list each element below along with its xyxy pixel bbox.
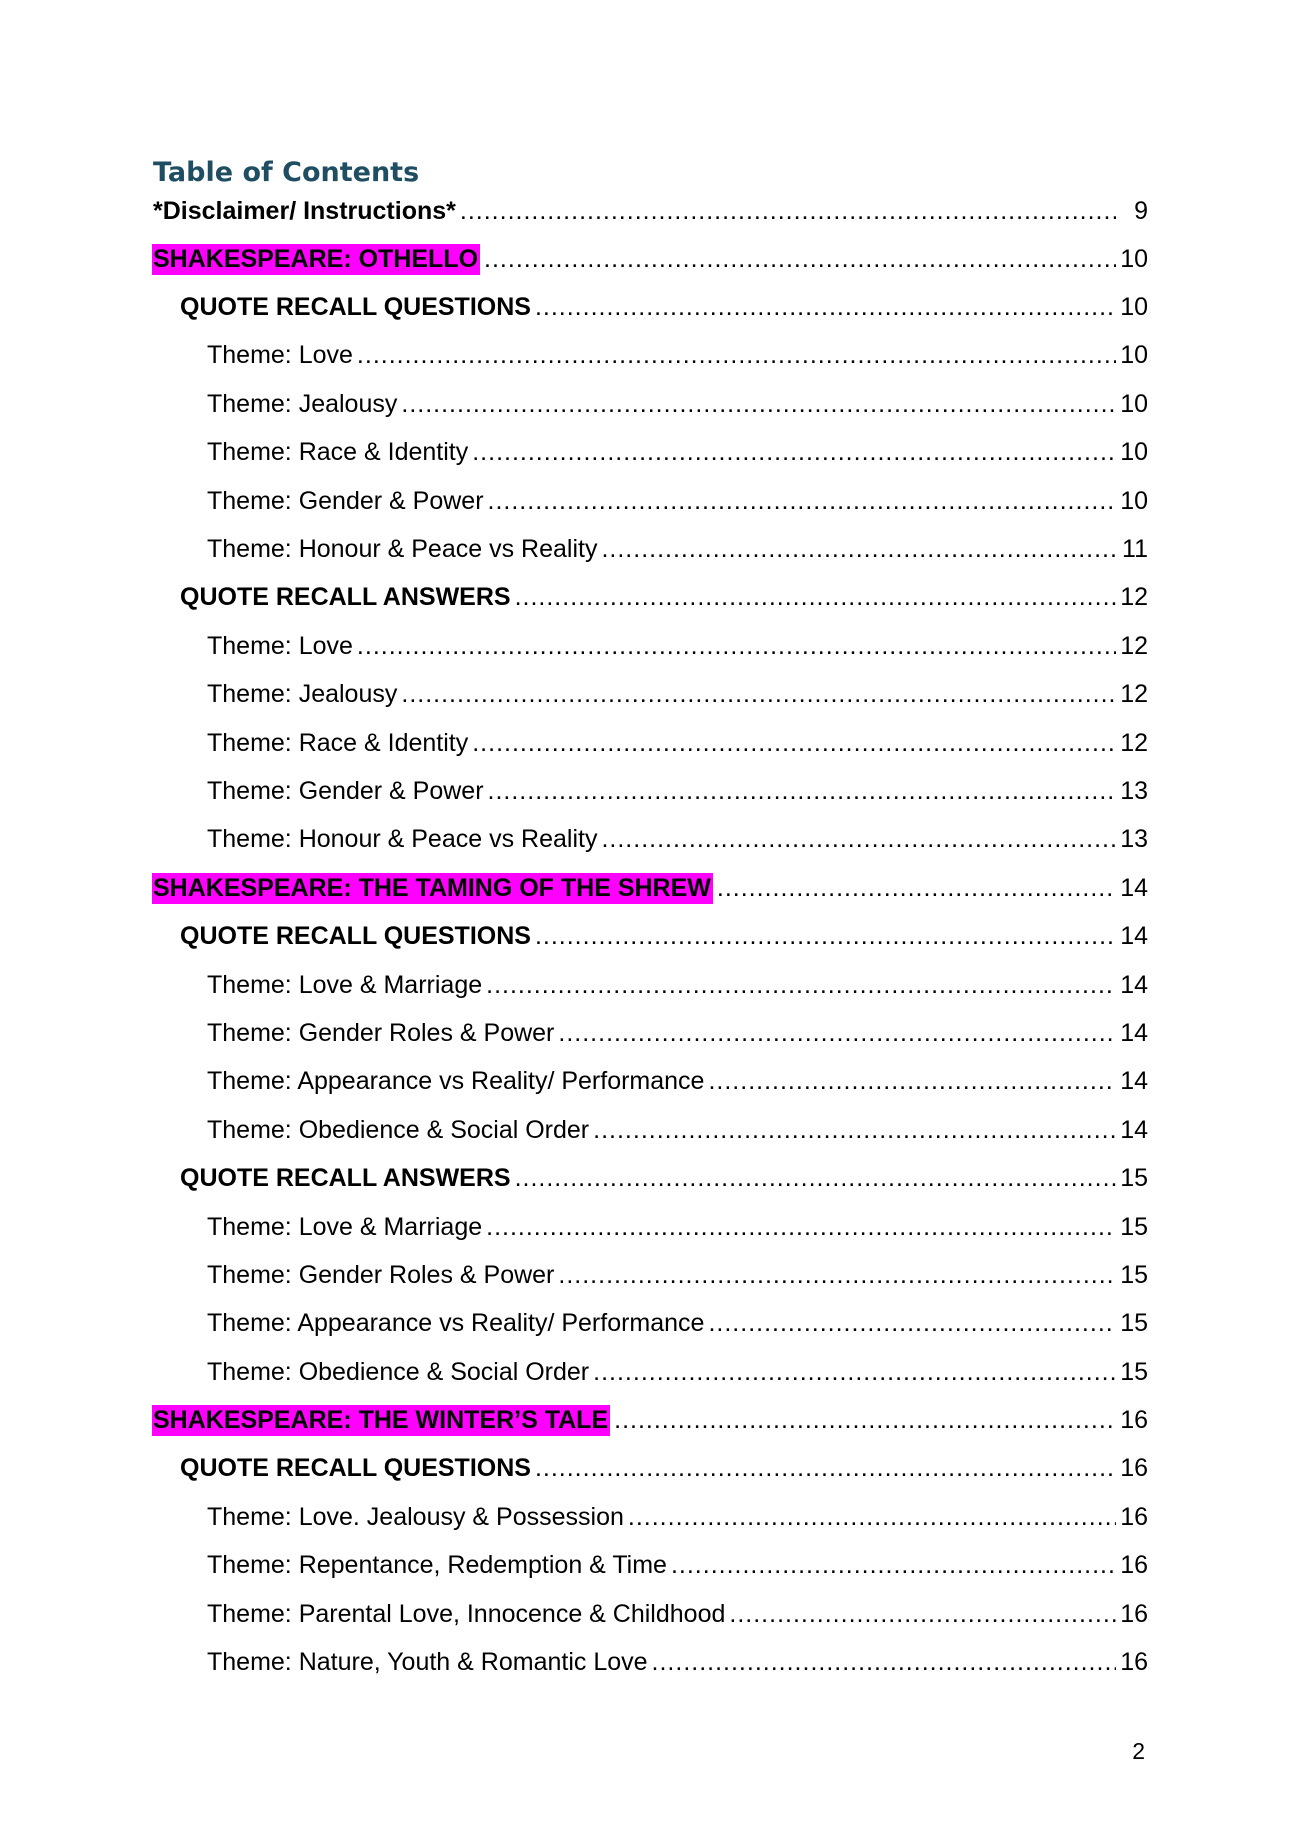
dot-leader [515, 1164, 1116, 1193]
dot-leader [357, 632, 1116, 661]
toc-entry-page: 16 [1120, 1551, 1148, 1580]
toc-subsection-link[interactable] [153, 283, 1148, 331]
toc-entry-page: 16 [1120, 1502, 1148, 1531]
dot-leader [515, 583, 1116, 612]
dot-leader [593, 1358, 1116, 1387]
toc-entry-text: Theme: Love [207, 341, 353, 370]
toc-entry-text: QUOTE RECALL QUESTIONS [180, 293, 531, 322]
toc-subsection-link[interactable] [153, 1445, 1148, 1493]
toc-entry-page: 14 [1120, 1018, 1148, 1047]
toc-entry-page: 10 [1120, 293, 1148, 322]
toc-entry-page: 15 [1120, 1357, 1148, 1386]
toc-theme-link[interactable] [153, 961, 1148, 1009]
toc-entry-text: Theme: Appearance vs Reality/ Performance [207, 1067, 705, 1096]
toc-entry-page: 16 [1120, 1454, 1148, 1483]
toc-entry-page: 9 [1134, 197, 1148, 225]
dot-leader [401, 390, 1116, 419]
dot-leader [708, 1067, 1116, 1096]
toc-entry-text: QUOTE RECALL ANSWERS [180, 1164, 511, 1193]
toc-entry-page: 10 [1120, 389, 1148, 418]
toc-entry-page: 14 [1120, 1067, 1148, 1096]
toc-theme-link[interactable] [153, 1590, 1148, 1638]
dot-leader [729, 1600, 1116, 1629]
toc-theme-link[interactable] [153, 380, 1148, 428]
toc-entry-page: 11 [1122, 535, 1148, 564]
dot-leader [535, 293, 1116, 322]
toc-entry-page: 16 [1120, 1599, 1148, 1628]
toc-entry-text: Theme: Honour & Peace vs Reality [207, 535, 598, 564]
toc-entry-text: Theme: Jealousy [207, 389, 398, 418]
dot-leader [460, 197, 1116, 226]
toc-entry-text: Theme: Love [207, 631, 353, 660]
toc-subsection-link[interactable] [153, 1154, 1148, 1202]
toc-entry-page: 14 [1120, 873, 1148, 902]
dot-leader [614, 1406, 1116, 1435]
toc-theme-link[interactable] [153, 1300, 1148, 1348]
toc-theme-link[interactable] [153, 671, 1148, 719]
toc-entry-page: 10 [1120, 244, 1148, 273]
toc-entry-page: 14 [1120, 970, 1148, 999]
toc-entry-page: 16 [1120, 1406, 1148, 1435]
toc-theme-link[interactable] [153, 1348, 1148, 1396]
dot-leader [628, 1503, 1116, 1532]
toc-theme-link[interactable] [153, 1106, 1148, 1154]
toc-entry-text: Theme: Obedience & Social Order [207, 1357, 590, 1386]
toc-theme-link[interactable] [153, 622, 1148, 670]
toc-entry-text: Theme: Love. Jealousy & Possession [207, 1502, 624, 1531]
dot-leader [601, 535, 1116, 564]
toc-subsection-link[interactable] [153, 912, 1148, 960]
toc-entry-text: Theme: Appearance vs Reality/ Performance [207, 1309, 705, 1338]
toc-entry-page: 14 [1120, 1115, 1148, 1144]
dot-leader [708, 1309, 1116, 1338]
dot-leader [652, 1648, 1116, 1677]
toc-entry-text: QUOTE RECALL QUESTIONS [180, 1454, 531, 1483]
toc-entry-text: SHAKESPEARE: THE TAMING OF THE SHREW [153, 873, 711, 902]
toc-theme-link[interactable] [153, 525, 1148, 573]
toc-entry-page: 15 [1120, 1164, 1148, 1193]
toc-entry-text: QUOTE RECALL QUESTIONS [180, 922, 531, 951]
toc-section-link[interactable] [153, 235, 1148, 283]
toc-theme-link[interactable] [153, 1638, 1148, 1686]
dot-leader [486, 1213, 1116, 1242]
toc-entry-page: 10 [1120, 341, 1148, 370]
toc-theme-link[interactable] [153, 1058, 1148, 1106]
dot-leader [535, 1454, 1116, 1483]
toc-entry-text: QUOTE RECALL ANSWERS [180, 583, 511, 612]
page-number: 2 [1132, 1738, 1145, 1764]
dot-leader [671, 1551, 1116, 1580]
toc-entry-page: 15 [1120, 1260, 1148, 1289]
toc-theme-link[interactable] [153, 1493, 1148, 1541]
toc-entry-text: Theme: Race & Identity [207, 728, 469, 757]
dot-leader [357, 341, 1116, 370]
toc-section-link[interactable] [153, 197, 1148, 235]
toc-entry-text: Theme: Gender & Power [207, 776, 484, 805]
toc-entry-page: 15 [1120, 1212, 1148, 1241]
toc-entry-page: 10 [1120, 438, 1148, 467]
toc-entry-text: Theme: Honour & Peace vs Reality [207, 825, 598, 854]
toc-entry-page: 12 [1120, 583, 1148, 612]
toc-section-link[interactable] [153, 864, 1148, 912]
toc-entry-text: Theme: Race & Identity [207, 438, 469, 467]
toc-entry-text: SHAKESPEARE: OTHELLO [153, 244, 479, 273]
toc-entry-text: Theme: Parental Love, Innocence & Childhood [207, 1599, 726, 1628]
toc-list [153, 197, 1148, 1687]
toc-entry-page: 13 [1120, 776, 1148, 805]
dot-leader [472, 438, 1116, 467]
toc-theme-link[interactable] [153, 1009, 1148, 1057]
toc-entry-page: 13 [1120, 825, 1148, 854]
dot-leader [535, 922, 1116, 951]
dot-leader [472, 729, 1116, 758]
toc-theme-link[interactable] [153, 719, 1148, 767]
toc-theme-link[interactable] [153, 332, 1148, 380]
toc-theme-link[interactable] [153, 1542, 1148, 1590]
dot-leader [484, 245, 1116, 274]
toc-entry-text: Theme: Repentance, Redemption & Time [207, 1551, 667, 1580]
toc-entry-page: 12 [1120, 680, 1148, 709]
toc-theme-link[interactable] [153, 429, 1148, 477]
toc-section-link[interactable] [153, 1396, 1148, 1444]
toc-entry-text: Theme: Gender & Power [207, 486, 484, 515]
toc-entry-page: 16 [1120, 1648, 1148, 1677]
toc-theme-link[interactable] [153, 816, 1148, 864]
dot-leader [486, 971, 1116, 1000]
toc-entry-page: 14 [1120, 922, 1148, 951]
toc-entry-text: SHAKESPEARE: THE WINTER’S TALE [153, 1406, 609, 1435]
dot-leader [488, 777, 1116, 806]
toc-entry-text: Theme: Gender Roles & Power [207, 1260, 555, 1289]
toc-entry-page: 10 [1120, 486, 1148, 515]
toc-entry-text: *Disclaimer/ Instructions* [153, 197, 456, 225]
dot-leader [558, 1261, 1116, 1290]
toc-entry-text: Theme: Nature, Youth & Romantic Love [207, 1648, 648, 1677]
toc-entry-text: Theme: Gender Roles & Power [207, 1018, 555, 1047]
toc-subsection-link[interactable] [153, 574, 1148, 622]
toc-theme-link[interactable] [153, 477, 1148, 525]
toc-entry-page: 12 [1120, 728, 1148, 757]
dot-leader [488, 487, 1116, 516]
dot-leader [717, 874, 1116, 903]
toc-entry-text: Theme: Jealousy [207, 680, 398, 709]
toc-theme-link[interactable] [153, 1251, 1148, 1299]
toc-entry-text: Theme: Obedience & Social Order [207, 1115, 590, 1144]
toc-entry-page: 12 [1120, 631, 1148, 660]
toc-theme-link[interactable] [153, 767, 1148, 815]
toc-entry-page: 15 [1120, 1309, 1148, 1338]
dot-leader [601, 825, 1116, 854]
dot-leader [593, 1116, 1116, 1145]
toc-title: Table of Contents [153, 157, 420, 188]
dot-leader [401, 680, 1116, 709]
toc-entry-text: Theme: Love & Marriage [207, 970, 483, 999]
toc-theme-link[interactable] [153, 1203, 1148, 1251]
toc-entry-text: Theme: Love & Marriage [207, 1212, 483, 1241]
dot-leader [558, 1019, 1116, 1048]
